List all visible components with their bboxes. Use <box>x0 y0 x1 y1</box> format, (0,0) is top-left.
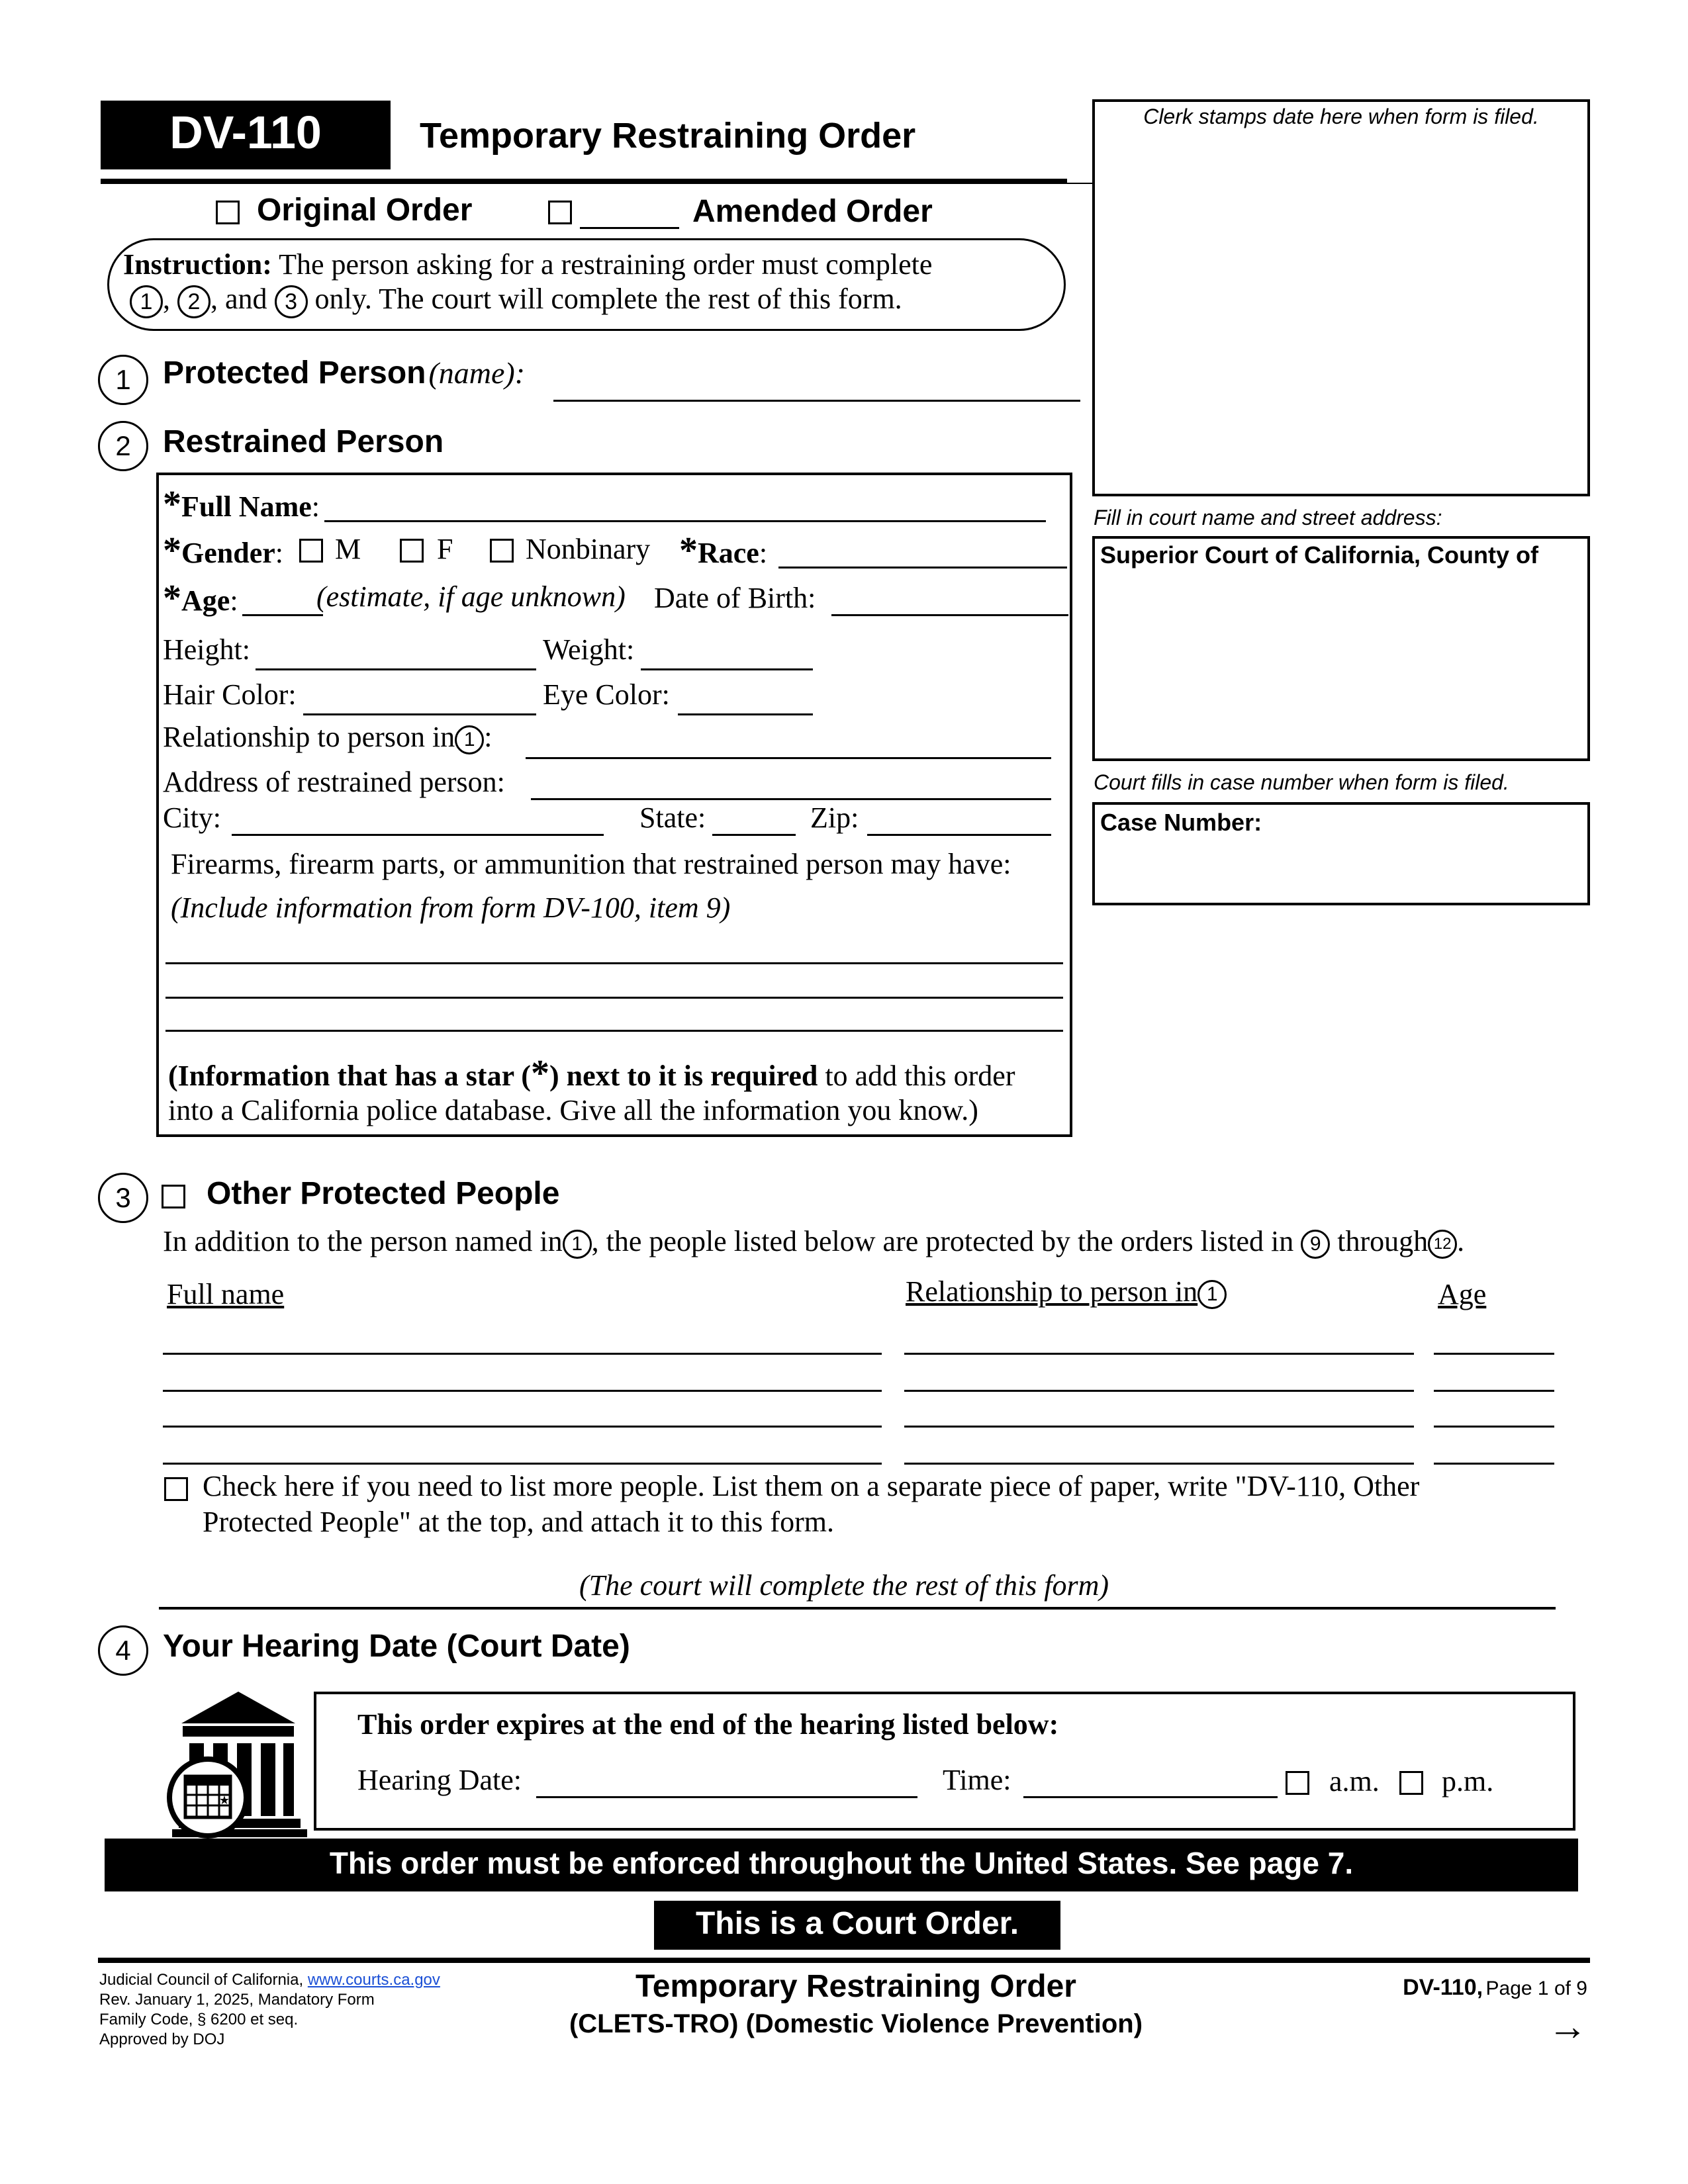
full-name-colon: : <box>311 490 320 523</box>
other-name-field-3[interactable] <box>163 1426 882 1428</box>
other-age-field-1[interactable] <box>1434 1353 1554 1355</box>
age-hint: (estimate, if age unknown) <box>316 580 626 613</box>
instruction-text2: only. The court will complete the rest of this form. <box>314 283 902 315</box>
case-number-label: Case Number: <box>1100 809 1262 836</box>
court-order-text: This is a Court Order. <box>695 1906 1019 1941</box>
instruction-num3: 3 <box>275 285 308 318</box>
section3-intro-a: In addition to the person named in <box>163 1225 563 1257</box>
protected-person-name-field[interactable] <box>553 400 1080 402</box>
instruction-num1: 1 <box>130 285 163 318</box>
court-name-box[interactable] <box>1092 536 1590 761</box>
other-relationship-field-3[interactable] <box>904 1426 1414 1428</box>
clerk-stamp-label: Clerk stamps date here when form is filed. <box>1143 105 1539 128</box>
form-id: DV-110 <box>169 107 322 158</box>
section1-heading <box>163 355 525 391</box>
section1-number: 1 <box>98 355 148 405</box>
gender-nonbinary-label: Nonbinary <box>526 533 651 565</box>
expires-text: This order expires at the end of the hearing listed below: <box>357 1708 1059 1741</box>
instruction-sep2: , and <box>211 283 267 315</box>
restrained-person-box <box>156 473 1072 1137</box>
case-fill-label: Court fills in case number when form is filed. <box>1094 770 1509 794</box>
hair-color-field[interactable] <box>303 713 536 715</box>
gender-label <box>163 529 283 572</box>
gender-star: * <box>163 530 181 571</box>
required-note-rest: to add this order <box>825 1060 1015 1092</box>
footer-council-text: Judicial Council of California, <box>99 1971 304 1989</box>
race-field[interactable] <box>778 567 1067 569</box>
state-label: State: <box>639 801 706 834</box>
height-label: Height: <box>163 633 250 666</box>
pm-checkbox[interactable] <box>1399 1771 1423 1795</box>
required-note-line1 <box>168 1052 1015 1095</box>
section1-name-hint: (name): <box>428 356 526 390</box>
enforced-text: This order must be enforced throughout the United States. See page 7. <box>329 1846 1354 1880</box>
other-age-field-2[interactable] <box>1434 1390 1554 1392</box>
section3-intro-b: , the people listed below are protected by the orders listed in <box>591 1225 1294 1257</box>
footer-page-number: Page 1 of 9 <box>1485 1978 1587 1999</box>
svg-text:★: ★ <box>218 1794 230 1807</box>
amended-order-label: Amended Order <box>692 194 933 229</box>
address-field[interactable] <box>531 798 1051 800</box>
city-field[interactable] <box>232 834 604 836</box>
footer-form-id: DV-110, <box>1403 1975 1483 2000</box>
gender-m-checkbox[interactable] <box>299 539 323 563</box>
gender-nonbinary-checkbox[interactable] <box>490 539 514 563</box>
footer-url-link[interactable]: www.courts.ca.gov <box>307 1971 440 1989</box>
original-order-checkbox[interactable] <box>216 201 240 224</box>
firearms-line-2[interactable] <box>165 997 1063 999</box>
required-note-bold1: (Information that has a star ( <box>168 1060 531 1092</box>
address-label: Address of restrained person: <box>163 766 505 798</box>
instruction-num2: 2 <box>177 285 211 318</box>
footer-subtitle: (CLETS-TRO) (Domestic Violence Prevention) <box>569 2009 1143 2038</box>
more-people-line2: Protected People" at the top, and attach it to this form. <box>203 1506 834 1538</box>
other-relationship-field-4[interactable] <box>904 1463 1414 1465</box>
other-relationship-field-2[interactable] <box>904 1390 1414 1392</box>
col-relationship-num: 1 <box>1197 1280 1227 1309</box>
amended-order-number-field[interactable] <box>580 227 679 229</box>
eye-color-label: Eye Color: <box>543 678 670 711</box>
col-relationship-text: Relationship to person in <box>906 1275 1198 1308</box>
section3-intro-c: through <box>1337 1225 1429 1257</box>
hearing-date-field[interactable] <box>536 1796 917 1798</box>
full-name-label <box>163 483 320 525</box>
amended-order-checkbox[interactable] <box>548 201 572 224</box>
footer-rule <box>98 1958 1590 1963</box>
age-label <box>163 577 238 619</box>
section4-number: 4 <box>98 1625 148 1676</box>
other-relationship-field-1[interactable] <box>904 1353 1414 1355</box>
footer-title: Temporary Restraining Order <box>635 1969 1076 2004</box>
section2-number: 2 <box>98 421 148 471</box>
full-name-field[interactable] <box>324 520 1046 522</box>
section3-intro-d: . <box>1457 1225 1465 1257</box>
col-age: Age <box>1438 1278 1487 1310</box>
race-label <box>679 529 767 572</box>
full-name-star: * <box>163 484 181 525</box>
footer-code: Family Code, § 6200 et seq. <box>99 2011 299 2028</box>
firearms-hint: (Include information from form DV-100, item 9) <box>171 891 731 924</box>
form-title: Temporary Restraining Order <box>420 116 916 156</box>
full-name-text: Full Name <box>181 490 312 523</box>
hearing-date-label: Hearing Date: <box>357 1764 522 1796</box>
firearms-line-1[interactable] <box>165 962 1063 964</box>
section3-intro-num9: 9 <box>1301 1230 1330 1259</box>
time-label: Time: <box>943 1764 1011 1796</box>
age-colon: : <box>230 584 238 617</box>
court-name: Superior Court of California, County of <box>1100 541 1538 569</box>
relationship-text: Relationship to person in <box>163 721 455 753</box>
clerk-stamp-box[interactable] <box>1092 99 1590 496</box>
footer-approved: Approved by DOJ <box>99 2030 225 2048</box>
weight-label: Weight: <box>543 633 635 666</box>
firearms-line-3[interactable] <box>165 1030 1063 1032</box>
required-note-star: * <box>530 1053 549 1094</box>
city-label: City: <box>163 801 222 834</box>
col-relationship <box>906 1275 1227 1309</box>
section3-intro-num1: 1 <box>563 1230 592 1259</box>
dob-label: Date of Birth: <box>654 582 816 614</box>
state-field[interactable] <box>712 834 796 836</box>
relationship-label <box>163 720 492 754</box>
zip-label: Zip: <box>810 801 859 834</box>
relationship-num: 1 <box>455 725 484 754</box>
header-rule-thin <box>101 183 1094 184</box>
age-star: * <box>163 578 181 619</box>
section3-intro <box>163 1224 1464 1259</box>
other-name-field-1[interactable] <box>163 1353 882 1355</box>
hair-color-label: Hair Color: <box>163 678 297 711</box>
eye-color-field[interactable] <box>678 713 813 715</box>
dob-field[interactable] <box>831 614 1068 616</box>
section3-intro-num12: 12 <box>1428 1230 1457 1259</box>
other-age-field-4[interactable] <box>1434 1463 1554 1465</box>
required-note-bold2: ) next to it is required <box>549 1060 818 1092</box>
instruction-sep1: , <box>163 283 170 315</box>
court-complete-note: (The court will complete the rest of this form) <box>579 1569 1109 1602</box>
gender-f-checkbox[interactable] <box>400 539 424 563</box>
section4-title: Your Hearing Date (Court Date) <box>163 1629 630 1664</box>
age-field[interactable] <box>242 614 323 616</box>
time-field[interactable] <box>1023 1796 1278 1798</box>
relationship-field[interactable] <box>526 757 1051 759</box>
instruction-label: Instruction: <box>123 248 272 281</box>
gender-colon: : <box>275 537 283 569</box>
age-text: Age <box>181 584 230 617</box>
footer-page <box>1403 1975 1587 2001</box>
section1-title: Protected Person <box>163 355 426 390</box>
zip-field[interactable] <box>867 834 1051 836</box>
race-colon: : <box>759 537 768 569</box>
more-people-checkbox[interactable] <box>164 1477 188 1501</box>
other-name-field-4[interactable] <box>163 1463 882 1465</box>
section3-number: 3 <box>98 1173 148 1223</box>
other-protected-checkbox[interactable] <box>162 1185 185 1208</box>
gender-text: Gender <box>181 537 275 569</box>
height-field[interactable] <box>256 668 536 670</box>
weight-field[interactable] <box>641 668 813 670</box>
court-complete-rule <box>159 1607 1556 1610</box>
original-order-label: Original Order <box>257 193 473 228</box>
instruction-line1 <box>123 248 932 281</box>
am-checkbox[interactable] <box>1286 1771 1309 1795</box>
race-star: * <box>679 530 698 571</box>
section2-title: Restrained Person <box>163 424 444 459</box>
section3-title: Other Protected People <box>207 1176 560 1211</box>
footer-rev: Rev. January 1, 2025, Mandatory Form <box>99 1991 375 2009</box>
am-label: a.m. <box>1329 1765 1380 1797</box>
gender-m-label: M <box>335 533 361 565</box>
more-people-line1: Check here if you need to list more people. List them on a separate piece of paper, write "DV-110, Other <box>203 1470 1420 1502</box>
required-note-line2: into a California police database. Give all the information you know.) <box>168 1094 978 1126</box>
next-page-arrow-icon[interactable]: → <box>1548 2004 1587 2048</box>
other-age-field-3[interactable] <box>1434 1426 1554 1428</box>
instruction-text1: The person asking for a restraining order must complete <box>279 248 933 281</box>
instruction-line2 <box>130 282 902 318</box>
courthouse-calendar-icon <box>165 1688 311 1840</box>
other-name-field-2[interactable] <box>163 1390 882 1392</box>
gender-f-label: F <box>437 533 453 565</box>
court-fill-label: Fill in court name and street address: <box>1094 506 1442 529</box>
race-text: Race <box>698 537 759 569</box>
relationship-colon: : <box>484 721 492 753</box>
firearms-label: Firearms, firearm parts, or ammunition that restrained person may have: <box>171 848 1011 880</box>
pm-label: p.m. <box>1442 1765 1494 1797</box>
col-full-name: Full name <box>167 1278 285 1310</box>
